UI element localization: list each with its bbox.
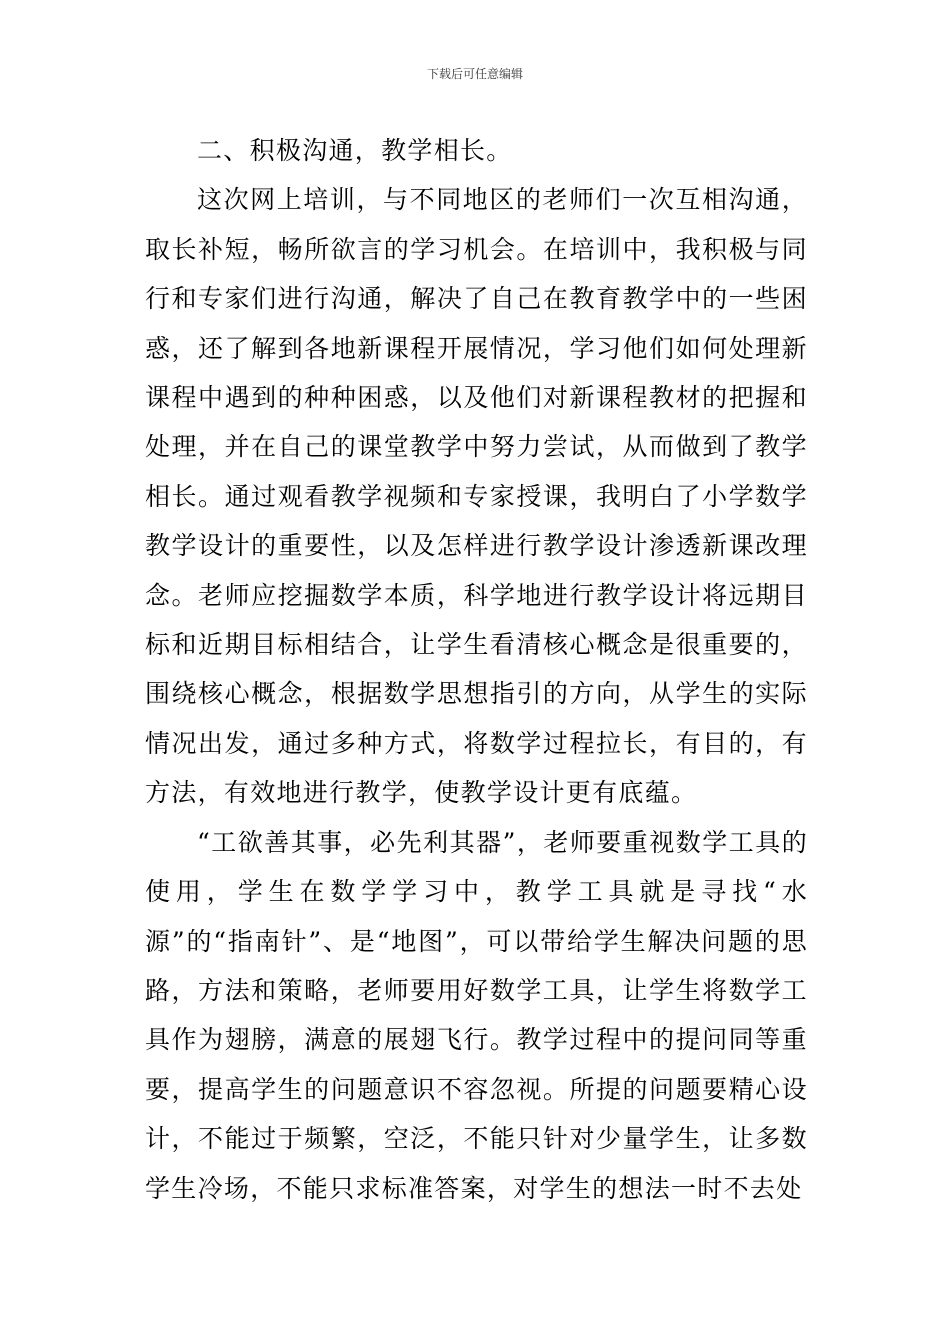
paragraph: “工欲善其事，必先利其器”，老师要重视数学工具的使用，学生在数学学习中，教学工具就是寻找“水源”的“指南针”、是“地图”，可以带给学生解决问题的思路，方法和策略，老师要用好数学工具，让学生将数学工具作为翅膀，满意的展翅飞行。教学过程中的提问同等重要，提高学生的问题意识不容忽视。所提的问题要精心设计，不能过于频繁，空泛，不能只针对少量学生，让多数学生冷场，不能只求标准答案，对学生的想法一时不去处 [145,827,808,1203]
document-body [145,126,808,1213]
header-note: 下载后可任意编辑 [426,67,523,81]
paragraph: 这次网上培训，与不同地区的老师们一次互相沟通，取长补短，畅所欲言的学习机会。在培训中，我积极与同行和专家们进行沟通，解决了自己在教育教学中的一些困惑，还了解到各地新课程开展情况，学习他们如何处理新课程中遇到的种种困惑，以及他们对新课程教材的把握和处理，并在自己的课堂教学中努力尝试，从而做到了教学相长。通过观看教学视频和专家授课，我明白了小学数学教学设计的重要性，以及怎样进行教学设计渗透新课改理念。老师应挖掘数学本质，科学地进行教学设计将远期目标和近期目标相结合，让学生看清核心概念是很重要的，围绕核心概念，根据数学思想指引的方向，从学生的实际情况出发，通过多种方式，将数学过程拉长，有目的，有方法，有效地进行教学，使教学设计更有底蕴。 [145,185,808,808]
section-heading: 二、积极沟通，教学相长。 [197,136,513,165]
